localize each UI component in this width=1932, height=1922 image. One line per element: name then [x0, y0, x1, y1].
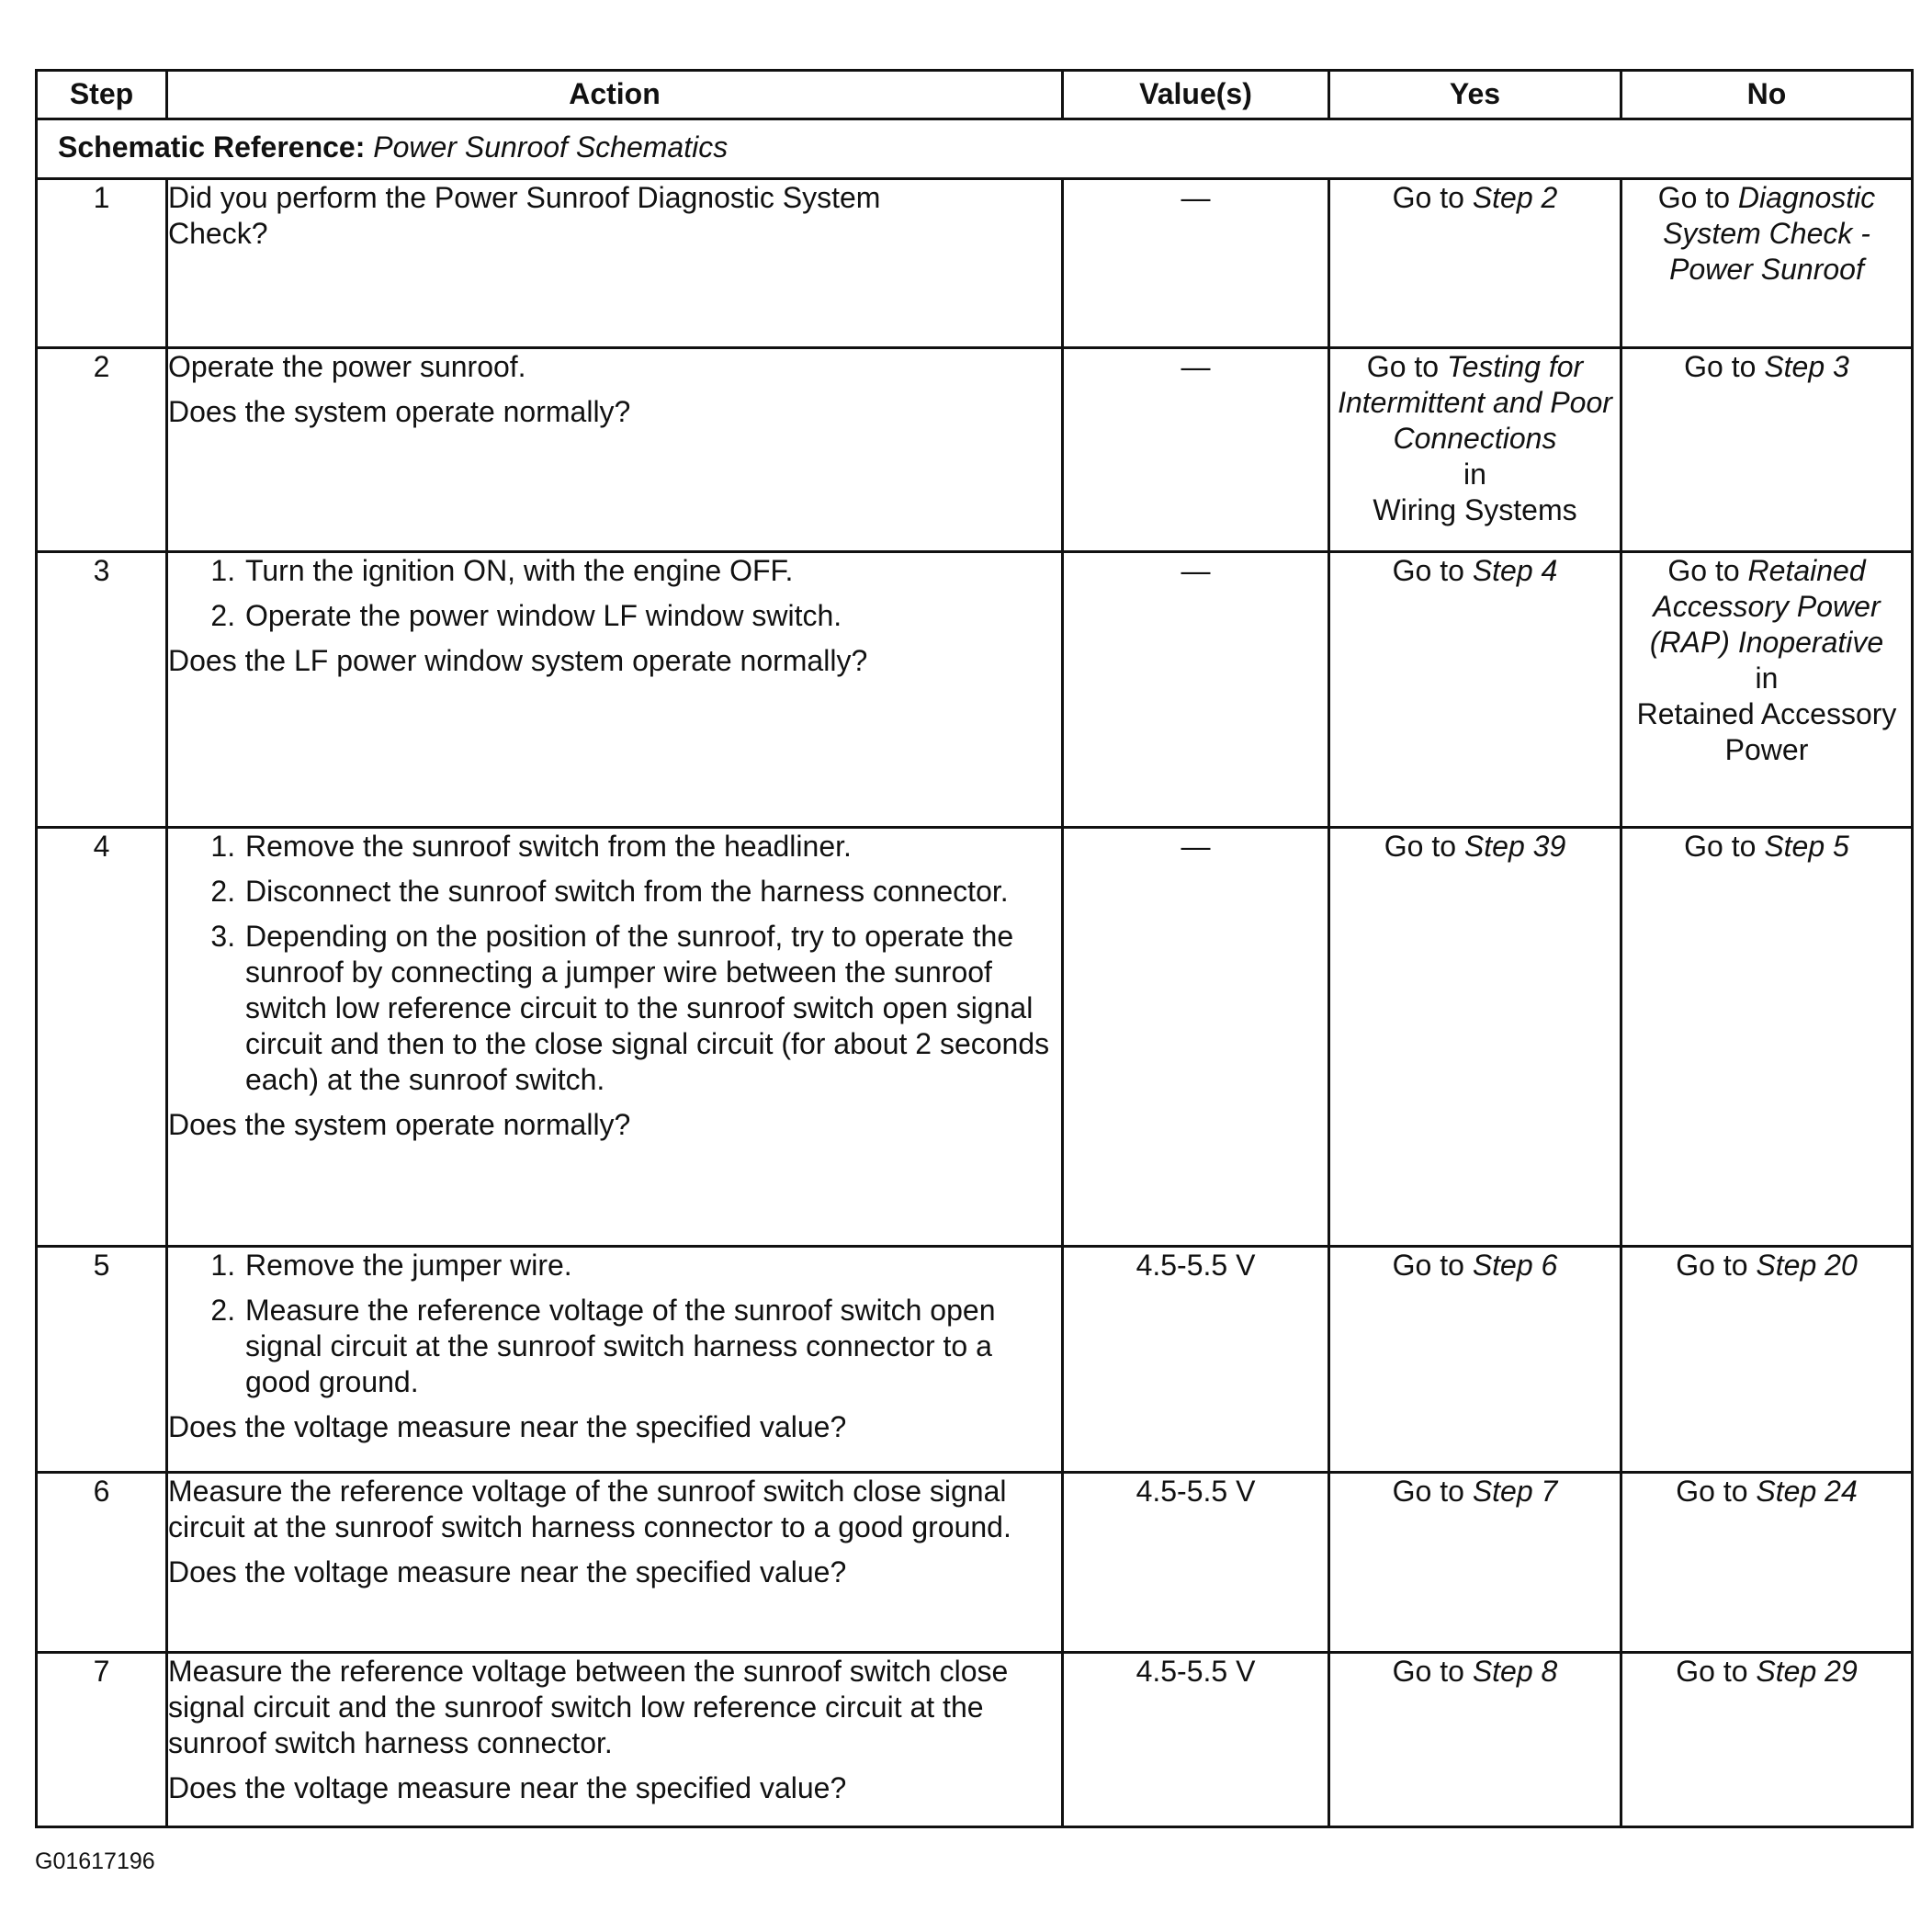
header-values: Value(s) [1063, 71, 1329, 119]
value-cell: 4.5-5.5 V [1063, 1653, 1329, 1827]
step-number: 3 [37, 552, 167, 828]
action-cell [167, 552, 1063, 828]
yes-location: Wiring Systems [1373, 493, 1577, 527]
action-question: Does the LF power window system operate normally? [168, 644, 868, 678]
schematic-reference-link[interactable]: Power Sunroof Schematics [373, 130, 729, 164]
diagnostic-document [35, 69, 1911, 1828]
no-target-link[interactable]: Step 29 [1756, 1655, 1858, 1688]
yes-cell[interactable] [1329, 179, 1621, 348]
no-target-link[interactable]: Step 3 [1764, 350, 1849, 383]
diagnostic-table [35, 69, 1914, 1828]
action-cell [167, 828, 1063, 1247]
table-row [37, 1653, 1913, 1827]
table-row [37, 1473, 1913, 1653]
value-cell: — [1063, 348, 1329, 552]
header-step: Step [37, 71, 167, 119]
value-cell: — [1063, 828, 1329, 1247]
yes-cell[interactable] [1329, 1473, 1621, 1653]
no-cell[interactable] [1621, 179, 1913, 348]
action-question: Did you perform the Power Sunroof Diagnostic System Check? [168, 181, 881, 251]
action-cell [167, 348, 1063, 552]
substep: 1. Remove the jumper wire. [243, 1248, 1061, 1283]
yes-cell[interactable] [1329, 828, 1621, 1247]
substep-list [168, 553, 1061, 634]
yes-target-link[interactable]: Step 4 [1472, 554, 1558, 587]
yes-target-link[interactable]: Testing for Intermittent and Poor Connections [1338, 350, 1612, 456]
no-target-link[interactable]: Diagnostic System Check - Power Sunroof [1663, 181, 1876, 287]
value-cell: 4.5-5.5 V [1063, 1473, 1329, 1653]
yes-prefix: Go to [1392, 1475, 1464, 1508]
yes-target-link[interactable]: Step 2 [1472, 181, 1558, 214]
no-location: Retained Accessory Power [1636, 697, 1897, 767]
yes-prefix: Go to [1392, 181, 1464, 214]
no-cell[interactable] [1621, 1247, 1913, 1473]
action-cell [167, 179, 1063, 348]
substep: 2. Operate the power window LF window switch. [243, 598, 1061, 634]
no-prefix: Go to [1676, 1475, 1748, 1508]
yes-target-link[interactable]: Step 39 [1463, 830, 1566, 863]
no-cell[interactable] [1621, 552, 1913, 828]
table-row [37, 828, 1913, 1247]
yes-prefix: Go to [1366, 350, 1440, 383]
header-row [37, 71, 1913, 119]
action-question: Does the voltage measure near the specified value? [168, 1555, 847, 1589]
substep: 2. Disconnect the sunroof switch from the harness connector. [243, 874, 1061, 910]
action-cell [167, 1473, 1063, 1653]
no-target-link[interactable]: Retained Accessory Power (RAP) Inoperative [1649, 554, 1884, 660]
no-target-link[interactable]: Step 24 [1756, 1475, 1858, 1508]
substep-list [168, 1248, 1061, 1400]
schematic-reference-row [37, 119, 1913, 179]
step-number: 2 [37, 348, 167, 552]
action-question: Does the voltage measure near the specified value? [168, 1410, 847, 1444]
schematic-reference [37, 119, 1913, 179]
header-yes: Yes [1329, 71, 1621, 119]
yes-prefix: Go to [1392, 1655, 1464, 1688]
no-prefix: Go to [1667, 554, 1740, 587]
substep: 2. Measure the reference voltage of the sunroof switch open signal circuit at the sunroof switch harness connector to a good ground. [243, 1293, 1061, 1400]
no-prefix: Go to [1684, 830, 1757, 863]
step-number: 7 [37, 1653, 167, 1827]
step-number: 1 [37, 179, 167, 348]
substep-list [168, 829, 1061, 1098]
action-question: Does the voltage measure near the specified value? [168, 1771, 847, 1805]
action-cell [167, 1653, 1063, 1827]
no-cell[interactable] [1621, 348, 1913, 552]
no-prefix: Go to [1684, 350, 1757, 383]
table-row [37, 179, 1913, 348]
no-prefix: Go to [1676, 1655, 1748, 1688]
yes-cell[interactable] [1329, 552, 1621, 828]
no-in-label: in [1755, 661, 1779, 695]
action-instruction: Measure the reference voltage between the sunroof switch close signal circuit and the sunroof switch low reference circuit at the sunroof switch harness connector. [168, 1655, 1009, 1760]
action-question: Does the system operate normally? [168, 395, 631, 429]
no-target-link[interactable]: Step 5 [1764, 830, 1849, 863]
header-no: No [1621, 71, 1913, 119]
yes-cell[interactable] [1329, 1653, 1621, 1827]
action-instruction: Operate the power sunroof. [168, 350, 526, 383]
yes-target-link[interactable]: Step 7 [1472, 1475, 1558, 1508]
no-prefix: Go to [1657, 181, 1730, 214]
no-cell[interactable] [1621, 1473, 1913, 1653]
yes-target-link[interactable]: Step 8 [1472, 1655, 1558, 1688]
action-cell [167, 1247, 1063, 1473]
action-question: Does the system operate normally? [168, 1108, 631, 1142]
value-cell: 4.5-5.5 V [1063, 1247, 1329, 1473]
no-cell[interactable] [1621, 828, 1913, 1247]
value-cell: — [1063, 179, 1329, 348]
yes-target-link[interactable]: Step 6 [1472, 1249, 1558, 1282]
yes-prefix: Go to [1384, 830, 1457, 863]
substep: 3. Depending on the position of the sunroof, try to operate the sunroof by connecting a jumper wire between the sunroof switch low reference circuit to the sunroof switch open signal circuit and then to the close signal circuit (for about 2 seconds each) at the sunroof switch. [243, 919, 1061, 1098]
schematic-reference-label: Schematic Reference: [58, 130, 366, 164]
no-target-link[interactable]: Step 20 [1756, 1249, 1858, 1282]
yes-cell[interactable] [1329, 1247, 1621, 1473]
step-number: 6 [37, 1473, 167, 1653]
table-row [37, 552, 1913, 828]
figure-id: G01617196 [35, 1849, 155, 1874]
substep: 1. Remove the sunroof switch from the headliner. [243, 829, 1061, 865]
no-cell[interactable] [1621, 1653, 1913, 1827]
no-prefix: Go to [1676, 1249, 1748, 1282]
yes-cell[interactable] [1329, 348, 1621, 552]
value-cell: — [1063, 552, 1329, 828]
yes-prefix: Go to [1392, 1249, 1464, 1282]
step-number: 4 [37, 828, 167, 1247]
substep: 1. Turn the ignition ON, with the engine OFF. [243, 553, 1061, 589]
table-row [37, 1247, 1913, 1473]
step-number: 5 [37, 1247, 167, 1473]
header-action: Action [167, 71, 1063, 119]
yes-in-label: in [1463, 458, 1486, 492]
table-row [37, 348, 1913, 552]
yes-prefix: Go to [1392, 554, 1464, 587]
action-instruction: Measure the reference voltage of the sunroof switch close signal circuit at the sunroof switch harness connector to a good ground. [168, 1475, 1011, 1544]
